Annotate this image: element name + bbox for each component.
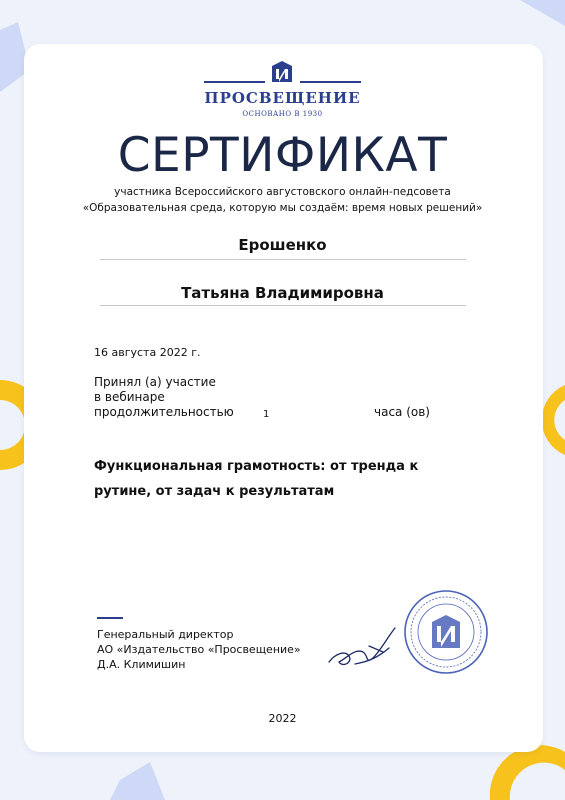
- brand-founded: ОСНОВАНО В 1930: [242, 110, 323, 118]
- bg-yellow-arc-right: [542, 385, 565, 455]
- subtitle-line-2: «Образовательная среда, которую мы создаём: время новых решений»: [82, 202, 483, 214]
- duration-unit: часа (ов): [374, 405, 430, 419]
- bg-blue-shape-top-right: [520, 0, 565, 26]
- subtitle-line-1: участника Всероссийского августовского онлайн-педсовета: [114, 186, 451, 198]
- participation-line-3: продолжительностью: [94, 405, 234, 419]
- duration-value: 1: [263, 409, 270, 420]
- recipient-surname: Ерошенко: [238, 236, 327, 254]
- certificate-title: СЕРТИФИКАТ: [117, 128, 448, 183]
- signatory-position: Генеральный директор: [97, 628, 234, 641]
- signatory-accent-line: [97, 617, 123, 619]
- signatory-name: Д.А. Климишин: [97, 658, 186, 671]
- logo-rule-left: [204, 81, 265, 83]
- given-names-underline: [100, 305, 466, 306]
- certificate-date: 16 августа 2022 г.: [94, 346, 201, 359]
- surname-underline: [100, 259, 466, 260]
- prosveshchenie-logo-icon: [271, 60, 293, 84]
- recipient-given-names: Татьяна Владимировна: [181, 284, 384, 302]
- certificate-year: 2022: [268, 712, 297, 725]
- webinar-title: Функциональная грамотность: от тренда к рутине, от задач к результатам: [94, 459, 419, 499]
- bg-yellow-arc-bottom-right: [490, 745, 565, 800]
- handwritten-signature: [325, 618, 405, 674]
- logo-rule-right: [300, 81, 361, 83]
- bg-blue-shape-bottom: [110, 762, 165, 800]
- signatory-organization: АО «Издательство «Просвещение»: [97, 643, 301, 656]
- official-stamp: [402, 588, 490, 676]
- participation-line-2: в вебинаре: [94, 390, 165, 404]
- participation-line-1: Принял (а) участие: [94, 375, 216, 389]
- brand-name: ПРОСВЕЩЕНИЕ: [204, 89, 361, 107]
